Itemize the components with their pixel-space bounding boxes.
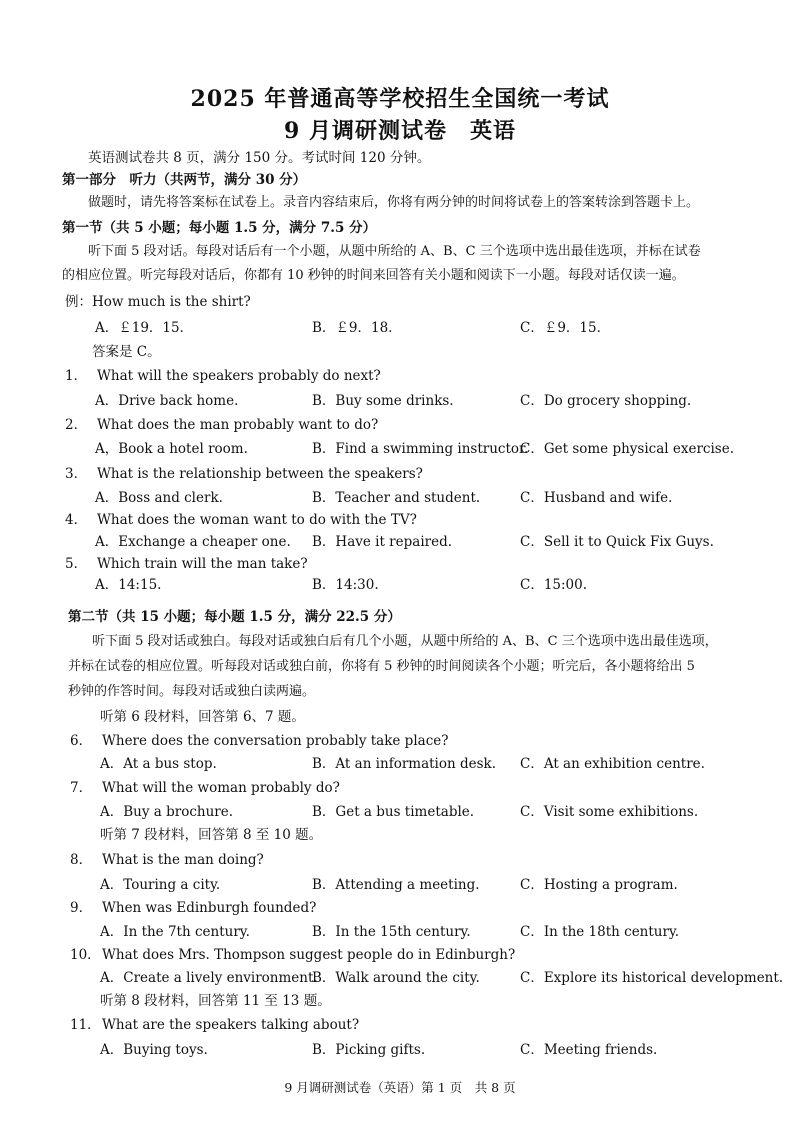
question-number: 2． bbox=[65, 417, 88, 433]
question-11-option-a: A．Buying toys. bbox=[100, 1042, 208, 1058]
question-5-option-b: B．14:30. bbox=[312, 577, 379, 593]
question-2 bbox=[65, 413, 378, 433]
question-8-option-b: B．Attending a meeting. bbox=[312, 877, 480, 893]
section2-instruction-3: 秒钟的作答时间。每段对话或独白读两遍。 bbox=[68, 684, 316, 699]
question-6-option-b: B．At an information desk. bbox=[312, 756, 497, 772]
question-1-option-c: C．Do grocery shopping. bbox=[520, 393, 692, 409]
question-8 bbox=[70, 848, 264, 868]
question-text: What will the woman probably do? bbox=[102, 780, 340, 796]
question-text: Where does the conversation probably take place? bbox=[102, 733, 449, 749]
material-6-note: 听第 6 段材料，回答第 6、7 题。 bbox=[100, 709, 305, 725]
section2-instruction-1: 听下面 5 段对话或独白。每段对话或独白后有几个小题，从题中所给的 A、B、C 三个选项中选出最佳选项， bbox=[92, 634, 718, 649]
question-1 bbox=[65, 364, 381, 384]
question-1-option-a: A．Drive back home. bbox=[95, 393, 239, 409]
section1-heading: 第一节（共 5 小题；每小题 1.5 分，满分 7.5 分） bbox=[62, 220, 377, 236]
question-text: What does the man probably want to do? bbox=[97, 417, 379, 433]
question-4 bbox=[65, 508, 417, 528]
question-7-option-a: A．Buy a brochure. bbox=[100, 804, 234, 820]
question-9 bbox=[70, 896, 316, 916]
question-7-option-c: C．Visit some exhibitions. bbox=[520, 804, 699, 820]
question-number: 8． bbox=[70, 852, 93, 868]
question-7-option-b: B．Get a bus timetable. bbox=[312, 804, 475, 820]
question-9-option-b: B．In the 15th century. bbox=[312, 924, 471, 940]
example-option-c: C．￡9．15． bbox=[520, 320, 611, 336]
question-5-option-c: C．15:00. bbox=[520, 577, 588, 593]
question-5-option-a: A．14:15. bbox=[95, 577, 162, 593]
example-label: 例： bbox=[65, 294, 92, 310]
question-2-option-b: B．Find a swimming instructor. bbox=[312, 441, 529, 457]
question-text: What does Mrs. Thompson suggest people do in Edinburgh? bbox=[102, 947, 516, 963]
section2-instruction-2: 并标在试卷的相应位置。听每段对话或独白前，你将有 5 秒钟的时间阅读各个小题；听完后，各小题将给出 5 bbox=[68, 659, 695, 674]
question-text: When was Edinburgh founded? bbox=[102, 900, 317, 916]
intro-text: 英语测试卷共 8 页，满分 150 分。考试时间 120 分钟。 bbox=[88, 150, 431, 166]
question-text: What are the speakers talking about? bbox=[102, 1017, 360, 1033]
example-text: How much is the shirt? bbox=[92, 294, 251, 310]
question-number: 11． bbox=[70, 1017, 101, 1033]
question-text: What does the woman want to do with the TV? bbox=[97, 512, 417, 528]
question-9-option-a: A．In the 7th century. bbox=[100, 924, 250, 940]
section2-heading: 第二节（共 15 小题；每小题 1.5 分，满分 22.5 分） bbox=[68, 609, 401, 625]
section1-instruction-2: 的相应位置。听完每段对话后，你都有 10 秒钟的时间来回答有关小题和阅读下一小题。每段对话仅读一遍。 bbox=[62, 268, 685, 283]
question-3 bbox=[65, 462, 423, 482]
example-answer: 答案是 C。 bbox=[92, 344, 161, 360]
question-number: 5． bbox=[65, 556, 88, 572]
material-7-note: 听第 7 段材料，回答第 8 至 10 题。 bbox=[100, 827, 323, 843]
question-number: 6． bbox=[70, 733, 93, 749]
question-number: 7． bbox=[70, 780, 93, 796]
question-4-option-b: B．Have it repaired. bbox=[312, 534, 453, 550]
section1-instruction-1: 听下面 5 段对话。每段对话后有一个小题，从题中所给的 A、B、C 三个选项中选出最佳选项，并标在试卷 bbox=[88, 244, 701, 259]
example-question bbox=[65, 290, 251, 310]
question-4-option-c: C．Sell it to Quick Fix Guys. bbox=[520, 534, 714, 550]
question-11 bbox=[70, 1013, 359, 1033]
question-number: 3． bbox=[65, 466, 88, 482]
material-8-note: 听第 8 段材料，回答第 11 至 13 题。 bbox=[100, 993, 331, 1009]
question-6 bbox=[70, 729, 448, 749]
question-3-option-c: C．Husband and wife. bbox=[520, 490, 673, 506]
question-text: What is the relationship between the speakers? bbox=[97, 466, 423, 482]
question-4-option-a: A．Exchange a cheaper one. bbox=[95, 534, 291, 550]
exam-title: 2025 年普通高等学校招生全国统一考试 bbox=[190, 86, 610, 112]
question-2-option-a: A，Book a hotel room. bbox=[95, 441, 248, 457]
part1-instruction: 做题时，请先将答案标在试卷上。录音内容结束后，你将有两分钟的时间将试卷上的答案转涂到答题卡上。 bbox=[88, 195, 700, 210]
question-10 bbox=[70, 943, 515, 963]
question-3-option-b: B．Teacher and student. bbox=[312, 490, 481, 506]
question-10-option-b: B．Walk around the city. bbox=[312, 970, 480, 986]
question-9-option-c: C．In the 18th century. bbox=[520, 924, 680, 940]
question-11-option-c: C．Meeting friends. bbox=[520, 1042, 658, 1058]
question-10-option-a: A．Create a lively environment. bbox=[100, 970, 318, 986]
page-footer: 9 月调研测试卷（英语）第 1 页 共 8 页 bbox=[284, 1080, 516, 1095]
question-2-option-c: C．Get some physical exercise. bbox=[520, 441, 735, 457]
example-option-b: B．￡9．18． bbox=[312, 320, 402, 336]
example-option-a: A．￡19．15． bbox=[95, 320, 194, 336]
part1-heading: 第一部分 听力（共两节，满分 30 分） bbox=[62, 172, 307, 188]
question-8-option-a: A．Touring a city. bbox=[100, 877, 221, 893]
exam-subtitle: 9 月调研测试卷 英语 bbox=[284, 118, 516, 144]
question-8-option-c: C．Hosting a program. bbox=[520, 877, 678, 893]
question-1-option-b: B．Buy some drinks. bbox=[312, 393, 454, 409]
question-11-option-b: B．Picking gifts. bbox=[312, 1042, 426, 1058]
question-6-option-c: C．At an exhibition centre. bbox=[520, 756, 705, 772]
question-3-option-a: A．Boss and clerk. bbox=[95, 490, 223, 506]
question-number: 4． bbox=[65, 512, 88, 528]
question-number: 9． bbox=[70, 900, 93, 916]
question-5 bbox=[65, 552, 308, 572]
question-number: 10． bbox=[70, 947, 101, 963]
question-10-option-c: C．Explore its historical development. bbox=[520, 970, 784, 986]
question-text: Which train will the man take? bbox=[97, 556, 308, 572]
question-number: 1． bbox=[65, 368, 88, 384]
question-7 bbox=[70, 776, 340, 796]
question-text: What is the man doing? bbox=[102, 852, 264, 868]
question-text: What will the speakers probably do next? bbox=[97, 368, 381, 384]
question-6-option-a: A．At a bus stop. bbox=[100, 756, 217, 772]
